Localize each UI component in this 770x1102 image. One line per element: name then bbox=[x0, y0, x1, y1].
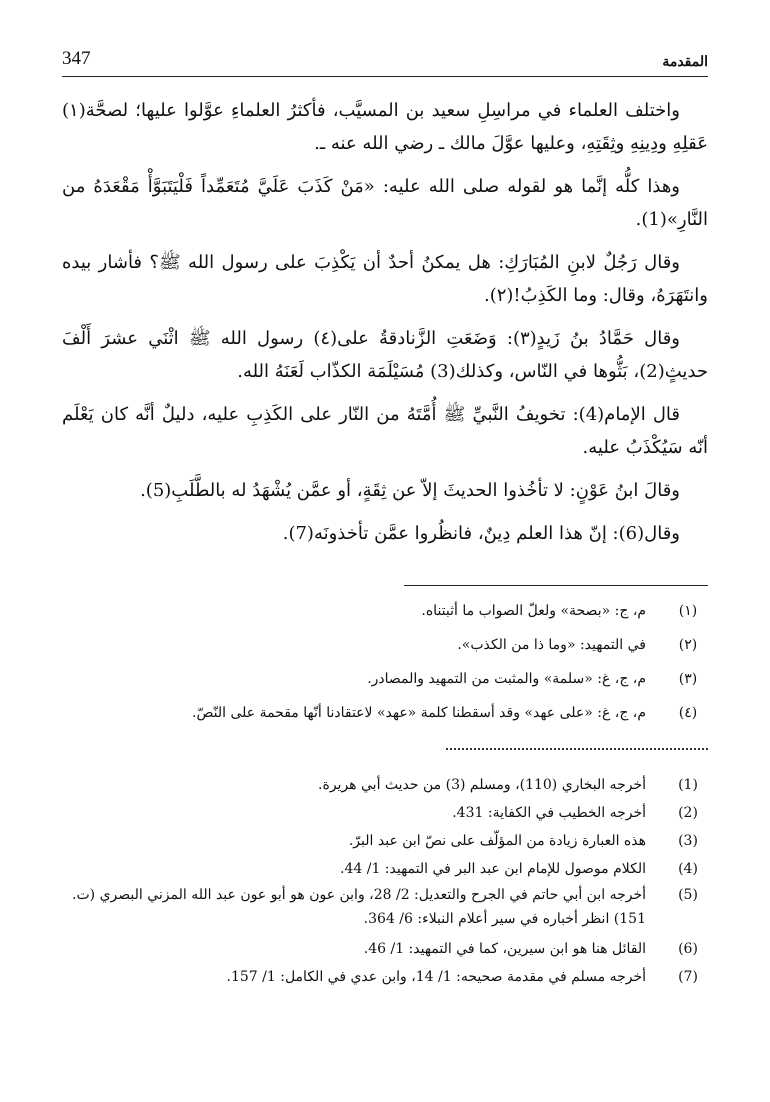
footnote-number: (٤) bbox=[678, 705, 698, 721]
footnote-number: (4) bbox=[678, 861, 698, 877]
main-text bbox=[62, 94, 708, 560]
footnote-number: (٢) bbox=[678, 637, 698, 653]
footnote bbox=[62, 628, 708, 662]
footnote bbox=[62, 696, 708, 730]
footnote-separator bbox=[404, 585, 708, 586]
footnote-text: الكلام موصول للإمام ابن عبد البر في التمهيد: 1/ 44. bbox=[339, 861, 646, 877]
footnote-number: (3) bbox=[678, 833, 698, 849]
running-title: المقدمة bbox=[662, 54, 708, 70]
paragraph: قال الإمام(4): تخويفُ النَّبيِّ ﷺ أُمَّتَهُ من النّار على الكَذِبِ عليه، دليلٌ أنَّه كان يَعْلَم أنّه سَيُكْذَبُ عليه. bbox=[62, 404, 708, 458]
source-footnotes bbox=[62, 771, 708, 991]
footnote-text: م، ج، غ: «على عهد» وقد أسقطنا كلمة «عهد» لاعتقادنا أنّها مقحمة على النّصّ. bbox=[192, 705, 646, 721]
footnote-text: أخرجه ابن أبي حاتم في الجرح والتعديل: 2/ 28، وابن عون هو أبو عون عبد الله المزني البصري (ت. 151) انظر أخباره في سير أعلام النبلاء: 6/ 364. bbox=[72, 887, 646, 927]
paragraph: وقالَ ابنُ عَوْنٍ: لا تأخُذوا الحديثَ إلاّ عن ثِقَةٍ، أو عمَّن يُشْهَدُ له بالطَّلَبِ(5). bbox=[140, 480, 680, 501]
footnote-number: (7) bbox=[678, 969, 698, 985]
footnote bbox=[62, 594, 708, 628]
page-header bbox=[62, 42, 708, 77]
footnote-text: هذه العبارة زيادة من المؤلّف على نصّ ابن عبد البرّ. bbox=[348, 833, 646, 849]
footnote-text: أخرجه مسلم في مقدمة صحيحه: 1/ 14، وابن عدي في الكامل: 1/ 157. bbox=[226, 969, 646, 985]
footnote-number: (1) bbox=[678, 777, 698, 793]
footnote-text: م، ج: «بصحة» ولعلّ الصواب ما أثبتناه. bbox=[421, 603, 646, 619]
footnote bbox=[62, 827, 708, 855]
footnote bbox=[62, 855, 708, 883]
footnote-text: في التمهيد: «وما ذا من الكذب». bbox=[457, 637, 646, 653]
page-number: 347 bbox=[62, 48, 91, 69]
footnote bbox=[62, 771, 708, 799]
footnote-number: (6) bbox=[678, 941, 698, 957]
paragraph: وقال حَمَّادُ بنُ زَيدٍ(٣): وَضَعَتِ الزَّنادقةُ على(٤) رسول الله ﷺ اثْنَي عشرَ أَلْفَ حديثٍ(2)، بَثُّوها في النّاس، وكذلك(3) مُسَيْلَمَة الكذّاب لَعَنَهُ الله. bbox=[62, 328, 708, 382]
footnote bbox=[62, 799, 708, 827]
footnote-text: م، ج، غ: «سلمة» والمثبت من التمهيد والمصادر. bbox=[367, 671, 646, 687]
footnote bbox=[62, 963, 708, 991]
footnote-number: (٣) bbox=[678, 671, 698, 687]
dotted-separator bbox=[446, 748, 708, 756]
paragraph: واختلف العلماء في مراسِلِ سعيد بن المسيَّب، فأكثرُ العلماءِ عوَّلوا عليها؛ لصحَّة(١) عَقلِهِ ودِينِهِ وثِقَتِهِ، وعليها عوَّلَ مالك ـ رضي الله عنه ـ. bbox=[62, 100, 708, 154]
footnote-text: أخرجه الخطيب في الكفاية: 431. bbox=[452, 805, 646, 821]
footnote-number: (١) bbox=[678, 603, 698, 619]
editor-footnotes bbox=[62, 594, 708, 730]
footnote-number: (5) bbox=[678, 887, 698, 903]
footnote-text: أخرجه البخاري (110)، ومسلم (3) من حديث أبي هريرة. bbox=[318, 777, 646, 793]
paragraph: وقال رَجُلٌ لابنِ المُبَارَكِ: هل يمكنُ أحدٌ أن يَكْذِبَ على رسول الله ﷺ؟ فأشار بيده وانتَهَرَهُ، وقال: وما الكَذِبُ!(٢). bbox=[62, 252, 708, 306]
footnote-text: القائل هنا هو ابن سيرين، كما في التمهيد: 1/ 46. bbox=[363, 941, 646, 957]
paragraph: وقال(6): إنّ هذا العلم دِينٌ، فانظُروا عمَّن تأخذونَه(7). bbox=[282, 523, 680, 544]
footnote bbox=[62, 935, 708, 963]
footnote bbox=[62, 662, 708, 696]
footnote bbox=[62, 883, 708, 935]
paragraph: وهذا كلُّه إنَّما هو لقوله صلى الله عليه: «مَنْ كَذَبَ عَلَيَّ مُتَعَمِّداً فَلْيَتَبَوَّأْ مَقْعَدَهُ من النَّارِ»(1). bbox=[62, 176, 708, 230]
footnote-number: (2) bbox=[678, 805, 698, 821]
